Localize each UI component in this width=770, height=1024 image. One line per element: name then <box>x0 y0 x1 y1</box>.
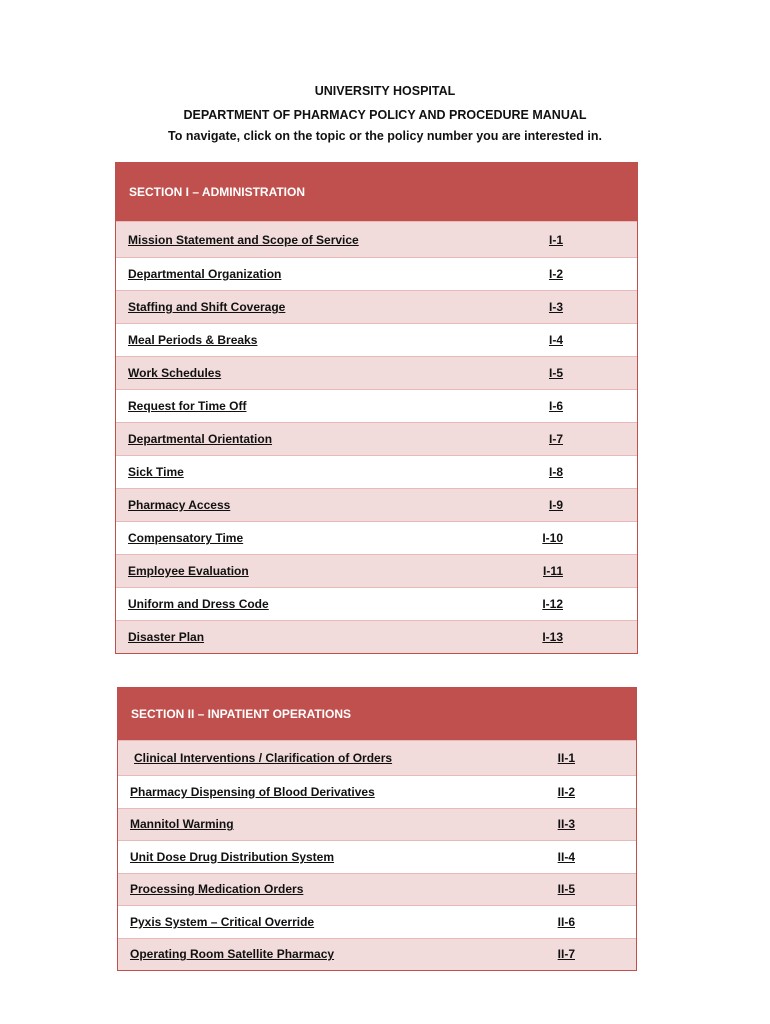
policy-topic-link[interactable]: Employee Evaluation <box>128 564 249 578</box>
policy-row <box>116 554 637 587</box>
policy-number-link[interactable]: II-1 <box>557 751 575 765</box>
policy-row <box>116 257 637 290</box>
policy-number-link[interactable]: I-11 <box>542 564 563 578</box>
policy-row <box>118 840 636 873</box>
policy-topic-link[interactable]: Clinical Interventions / Clarification of Orders <box>134 751 393 765</box>
policy-topic-link[interactable]: Unit Dose Drug Distribution System <box>130 849 335 864</box>
policy-row <box>118 808 636 841</box>
policy-number-link[interactable]: I-2 <box>548 267 563 281</box>
navigation-instructions: To navigate, click on the topic or the policy number you are interested in. <box>168 129 602 143</box>
policy-number-link[interactable]: I-6 <box>548 399 563 413</box>
policy-row <box>116 323 637 356</box>
policy-topic-link[interactable]: Work Schedules <box>128 366 222 380</box>
policy-topic-link[interactable]: Mannitol Warming <box>130 817 234 832</box>
policy-number-link[interactable]: II-2 <box>557 784 575 799</box>
policy-topic-link[interactable]: Mission Statement and Scope of Service <box>128 232 359 247</box>
policy-row <box>118 873 636 906</box>
hospital-title: UNIVERSITY HOSPITAL <box>314 84 456 98</box>
policy-row <box>116 221 637 257</box>
policy-number-link[interactable]: II-7 <box>557 947 575 962</box>
policy-number-link[interactable]: I-4 <box>548 333 563 347</box>
policy-row <box>116 587 637 620</box>
policy-row <box>118 775 636 808</box>
policy-topic-link[interactable]: Staffing and Shift Coverage <box>128 300 286 314</box>
policy-row <box>118 905 636 938</box>
policy-topic-link[interactable]: Processing Medication Orders <box>130 882 304 897</box>
policy-topic-link[interactable]: Departmental Organization <box>128 267 282 281</box>
policy-row <box>116 488 637 521</box>
policy-row <box>116 356 637 389</box>
policy-row <box>116 389 637 422</box>
manual-title: DEPARTMENT OF PHARMACY POLICY AND PROCEDURE MANUAL <box>183 108 587 122</box>
section-inpatient-operations-table <box>117 687 637 971</box>
policy-number-link[interactable]: I-5 <box>548 366 563 380</box>
policy-number-link[interactable]: I-9 <box>548 498 563 512</box>
policy-number-link[interactable]: II-3 <box>557 817 575 832</box>
policy-row <box>116 422 637 455</box>
policy-number-link[interactable]: I-13 <box>542 630 563 644</box>
policy-number-link[interactable]: I-1 <box>548 232 563 247</box>
policy-topic-link[interactable]: Request for Time Off <box>128 399 247 413</box>
policy-number-link[interactable]: I-3 <box>548 300 563 314</box>
policy-topic-link[interactable]: Departmental Orientation <box>128 432 273 446</box>
policy-row <box>118 740 636 775</box>
policy-topic-link[interactable]: Sick Time <box>128 465 184 479</box>
policy-number-link[interactable]: I-8 <box>548 465 563 479</box>
policy-topic-link[interactable]: Pharmacy Access <box>128 498 231 512</box>
policy-topic-link[interactable]: Compensatory Time <box>128 531 244 545</box>
policy-number-link[interactable]: I-7 <box>548 432 563 446</box>
policy-topic-link[interactable]: Meal Periods & Breaks <box>128 333 258 347</box>
policy-number-link[interactable]: II-5 <box>557 882 575 897</box>
policy-row <box>116 521 637 554</box>
section-header: SECTION II – INPATIENT OPERATIONS <box>118 688 636 740</box>
policy-topic-link[interactable]: Uniform and Dress Code <box>128 597 269 611</box>
policy-row <box>116 290 637 323</box>
policy-number-link[interactable]: I-12 <box>542 597 563 611</box>
policy-topic-link[interactable]: Operating Room Satellite Pharmacy <box>130 947 335 962</box>
policy-topic-link[interactable]: Disaster Plan <box>128 630 205 644</box>
policy-row <box>116 620 637 653</box>
policy-number-link[interactable]: II-6 <box>557 914 575 929</box>
section-administration-table <box>115 162 638 654</box>
policy-number-link[interactable]: II-4 <box>557 849 575 864</box>
policy-number-link[interactable]: I-10 <box>542 531 563 545</box>
section-header: SECTION I – ADMINISTRATION <box>116 163 637 221</box>
policy-topic-link[interactable]: Pyxis System – Critical Override <box>130 914 315 929</box>
policy-row <box>116 455 637 488</box>
policy-topic-link[interactable]: Pharmacy Dispensing of Blood Derivatives <box>130 784 375 799</box>
policy-row <box>118 938 636 971</box>
